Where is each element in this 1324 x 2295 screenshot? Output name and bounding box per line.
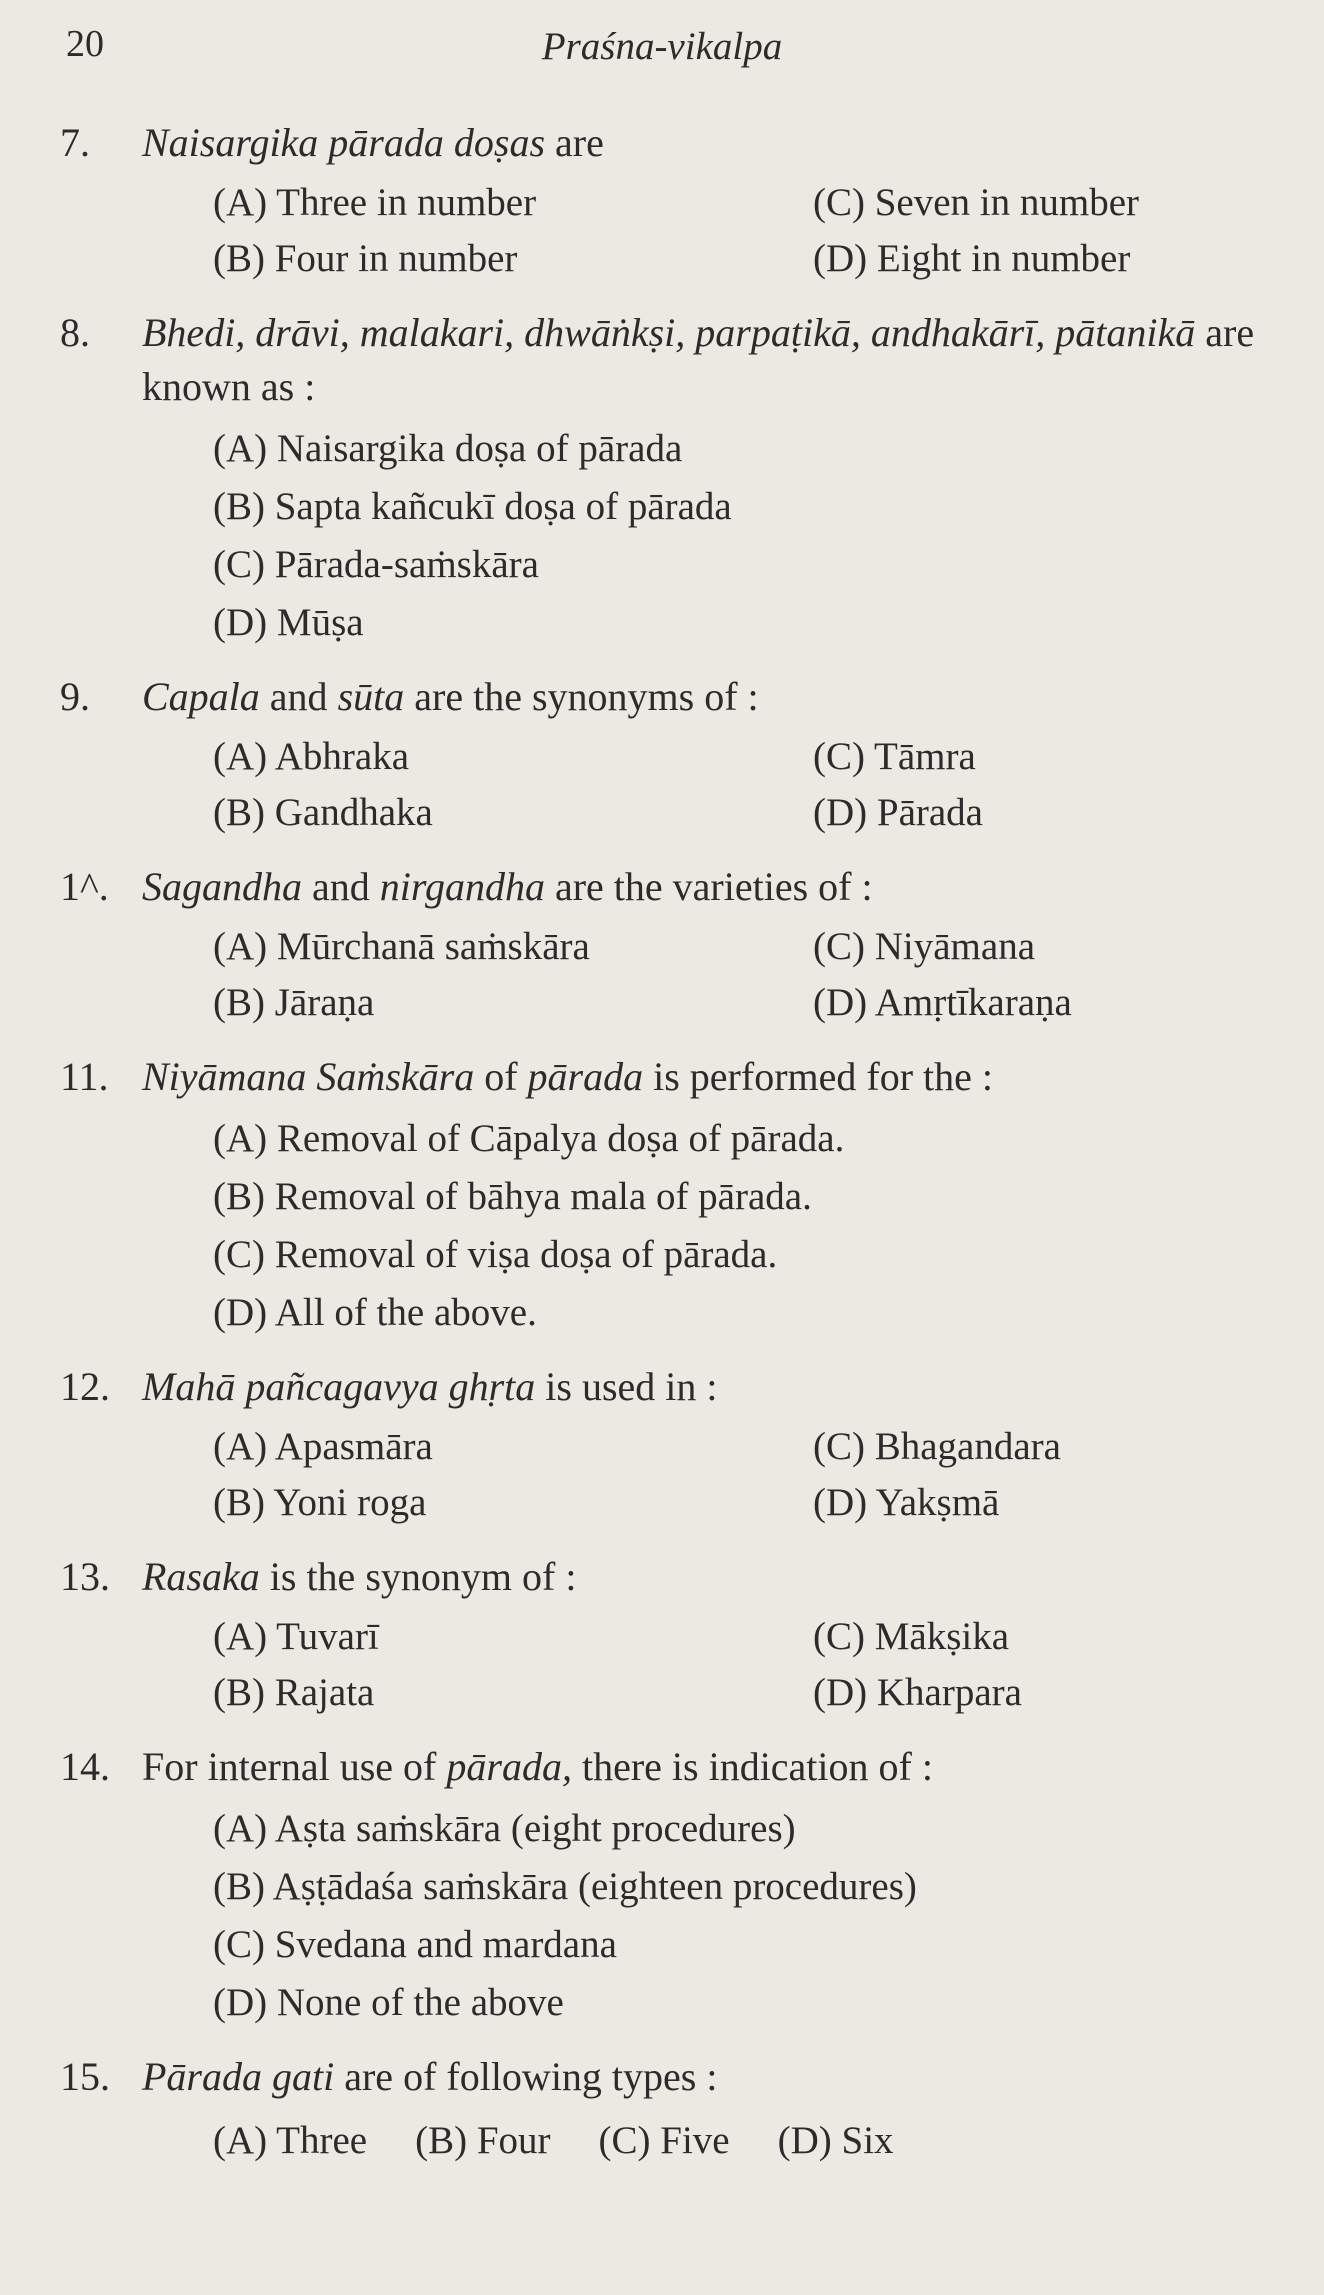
page-header [0,22,1324,72]
option: (B) Removal of bāhya mala of pārada. [213,1175,812,1218]
question-text-segment: Sagandha [142,864,302,909]
question-text [142,860,1310,914]
option: (A) Three in number [213,181,537,224]
option: (D) Mūṣa [213,601,364,644]
option: (D) All of the above. [213,1291,537,1334]
question-text-segment: For internal use of [142,1744,447,1789]
question-stem [60,1360,1310,1414]
question-stem [60,116,1310,170]
question-text-segment: sūta [337,674,405,719]
question-text-segment: Pārada gati [142,2054,335,2099]
options [213,730,1310,840]
question-stem [60,1050,1310,1104]
option: (B) Gandhaka [213,791,433,834]
option: (C) Five [598,2119,730,2162]
question-item [60,1050,1310,1340]
question-text-segment: there is indication of : [571,1744,933,1789]
question-text-segment: Capala [142,674,260,719]
options [213,2114,1310,2168]
option: (C) Tāmra [813,735,976,778]
question-text-segment: Naisargika pārada doṣas [142,120,546,165]
question-text-segment: Bhedi, drāvi, malakari, dhwāṅkṣi, parpaṭikā, andhakārī, pātanikā [142,310,1196,355]
options [213,422,1310,650]
question-item [60,306,1310,650]
question-text-segment: of [474,1054,528,1099]
options [213,1610,1310,1720]
option: (D) Six [777,2119,894,2162]
question-number: 8. [60,310,90,355]
question-text-segment: Rasaka [142,1554,260,1599]
option: (A) Tuvarī [213,1615,379,1658]
question-text [142,1360,1310,1414]
option: (C) Removal of viṣa doṣa of pārada. [213,1233,778,1276]
option: (A) Aṣta saṁskāra (eight procedures) [213,1807,796,1850]
running-title: Praśna-vikalpa [541,25,783,68]
option: (D) Kharpara [813,1671,1022,1714]
option: (C) Niyāmana [813,925,1036,968]
options [213,1802,1310,2030]
question-number: 1^. [60,864,109,909]
question-text-segment: are [545,120,604,165]
question-list [60,116,1310,2188]
option: (C) Mākṣika [813,1615,1010,1658]
option: (A) Naisargika doṣa of pārada [213,427,683,470]
option: (D) Yakṣmā [813,1481,1000,1524]
options [213,176,1310,286]
option: (D) Amṛtīkaraṇa [813,981,1072,1024]
question-stem [60,1740,1310,1794]
option: (A) Apasmāra [213,1425,433,1468]
question-text-segment: is used in : [535,1364,718,1409]
question-text-segment: are known as : [142,310,1255,409]
question-stem [60,1550,1310,1604]
question-text-segment: pārada, [446,1744,572,1789]
question-text-segment: is performed for the : [643,1054,994,1099]
question-text-segment: and [302,864,380,909]
question-stem [60,860,1310,914]
option: (A) Abhraka [213,735,410,778]
question-number: 13. [60,1554,110,1599]
question-item [60,116,1310,286]
question-text [142,670,1310,724]
option: (A) Three [213,2119,368,2162]
question-stem [60,2050,1310,2104]
question-text [142,1050,1310,1104]
question-number: 7. [60,120,90,165]
question-text [142,1740,1310,1794]
question-item [60,1550,1310,1720]
question-text-segment: and [259,674,338,719]
question-text-segment: is the synonym of : [259,1554,577,1599]
question-number: 9. [60,674,90,719]
option: (B) Four [415,2119,551,2162]
question-item [60,2050,1310,2168]
question-text [142,2050,1310,2104]
options [213,1420,1310,1530]
option: (A) Mūrchanā saṁskāra [213,925,590,968]
option: (D) Pārada [813,791,983,834]
question-number: 14. [60,1744,110,1789]
question-text-segment: pārada [527,1054,644,1099]
question-number: 15. [60,2054,110,2099]
question-text [142,116,1310,170]
question-item [60,1360,1310,1530]
question-number: 11. [60,1054,109,1099]
page-number: 20 [66,23,104,65]
option: (B) Aṣṭādaśa saṁskāra (eighteen procedures) [213,1865,917,1908]
question-stem [60,306,1310,414]
option: (C) Bhagandara [813,1425,1061,1468]
option: (B) Sapta kañcukī doṣa of pārada [213,485,732,528]
option: (C) Svedana and mardana [213,1923,617,1966]
question-number: 12. [60,1364,110,1409]
option: (C) Pārada-saṁskāra [213,543,539,586]
question-text-segment: are the varieties of : [544,864,873,909]
question-text [142,1550,1310,1604]
question-text-segment: Niyāmana Saṁskāra [142,1054,475,1099]
option: (D) None of the above [213,1981,564,2024]
question-item [60,860,1310,1030]
options [213,1112,1310,1340]
option: (A) Removal of Cāpalya doṣa of pārada. [213,1117,845,1160]
question-text-segment: Mahā pañcagavya ghṛta [142,1364,536,1409]
option: (B) Yoni roga [213,1481,427,1524]
question-item [60,670,1310,840]
question-text-segment: nirgandha [379,864,545,909]
option: (B) Rajata [213,1671,375,1714]
option: (D) Eight in number [813,237,1131,280]
option: (B) Four in number [213,237,518,280]
question-stem [60,670,1310,724]
question-text-segment: are of following types : [334,2054,718,2099]
option: (B) Jāraṇa [213,981,375,1024]
options [213,920,1310,1030]
question-item [60,1740,1310,2030]
question-text [142,306,1310,414]
option: (C) Seven in number [813,181,1140,224]
question-text-segment: are the synonyms of : [404,674,759,719]
